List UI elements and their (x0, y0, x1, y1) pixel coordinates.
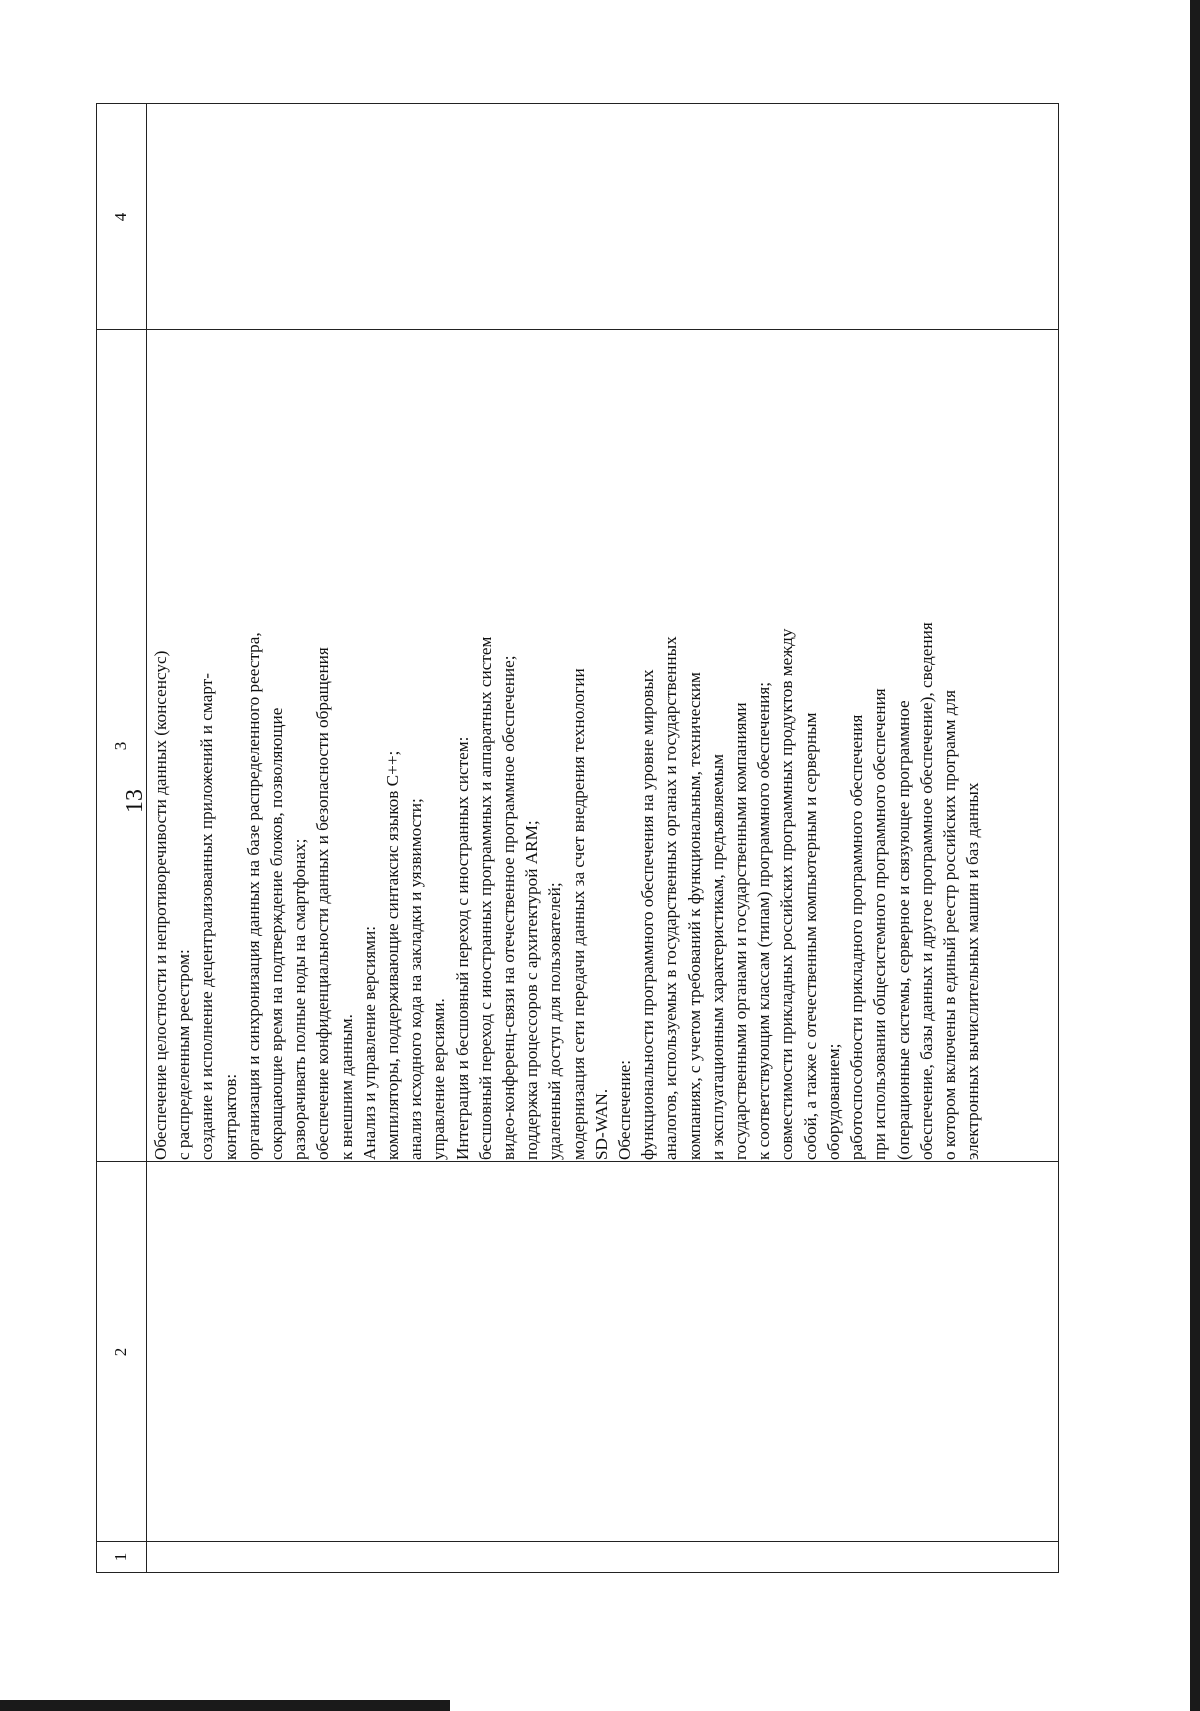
col3-line: аналогов, используемых в государственных органах и государственных (661, 636, 681, 1160)
col3-line: SD-WAN. (591, 1088, 611, 1160)
col-divider-1 (97, 1541, 1058, 1542)
col-header-3: 3 (111, 741, 130, 751)
col3-line: о котором включены в единый реестр российских программ для (939, 690, 959, 1160)
col3-line: к внешним данным. (336, 1014, 356, 1160)
col-header-4: 4 (111, 212, 130, 222)
col3-line: к соответствующим классам (типам) программного обеспечения; (754, 681, 774, 1160)
col-divider-2 (97, 1161, 1058, 1162)
col-header-1: 1 (111, 1552, 130, 1562)
col3-line: организация и синхронизация данных на базе распределенного реестра, (243, 632, 263, 1160)
col3-line: управление версиями. (429, 998, 449, 1160)
col-header-2: 2 (111, 1347, 130, 1357)
col3-line: оборудованием; (823, 1043, 843, 1160)
col3-line: собой, а также с отечественным компьютерным и серверным (800, 712, 820, 1160)
col3-line: анализ исходного кода на закладки и уязвимости; (406, 798, 426, 1160)
col3-line: совместимости прикладных российских программных продуктов между (777, 628, 797, 1160)
col3-line: создание и исполнение децентрализованных приложений и смарт- (197, 673, 217, 1160)
col3-line: компиляторы, поддерживающие синтаксис языков С++; (383, 750, 403, 1160)
col3-line: и эксплуатационным характеристикам, предъявляемым (707, 753, 727, 1160)
col3-line: Обеспечение: (615, 1059, 635, 1160)
col3-line: компаниях, с учетом требований к функциональным, техническим (684, 672, 704, 1160)
col3-line: сокращающие время на подтверждение блоков, позволяющие (267, 707, 287, 1160)
col3-line: Анализ и управление версиями: (359, 926, 379, 1160)
table-header-row (97, 104, 147, 1572)
col3-line: видео-конференц-связи на отечественное программное обеспечение; (499, 655, 519, 1160)
col3-cell-text (149, 330, 984, 1160)
col3-line: поддержка процессоров с архитектурой ARM; (522, 820, 542, 1160)
col3-line: Интеграция и бесшовный переход с иностранных систем: (452, 736, 472, 1160)
col3-line: с распределенным реестром: (174, 949, 194, 1160)
requirements-table (96, 103, 1059, 1573)
col3-line: обеспечение конфиденциальности данных и безопасности обращения (313, 647, 333, 1160)
col3-line: (операционные системы, серверное и связующее программное (893, 700, 913, 1160)
col3-line: государственными органами и государственными компаниями (731, 702, 751, 1160)
col3-line: при использовании общесистемного программного обеспечения (870, 688, 890, 1160)
col3-line: функциональности программного обеспечения на уровне мировых (638, 669, 658, 1160)
col3-line: работоспособности прикладного программного обеспечения (847, 714, 867, 1160)
col3-line: Обеспечение целостности и непротиворечивости данных (консенсус) (151, 650, 170, 1160)
col3-line: контрактов: (220, 1073, 240, 1160)
col3-line: удаленный доступ для пользователей; (545, 882, 565, 1160)
col3-line: разворачивать полные ноды на смартфонах; (290, 838, 310, 1160)
page-number: 13 (122, 789, 148, 813)
col3-line: электронных вычислительных машин и баз данных (963, 782, 983, 1160)
col3-line: обеспечение, базы данных и другое программное обеспечение), сведения (916, 622, 936, 1160)
col3-line: модернизация сети передачи данных за счет внедрения технологии (568, 668, 588, 1160)
col3-line: бесшовный переход с иностранных программных и аппаратных систем (475, 636, 495, 1160)
